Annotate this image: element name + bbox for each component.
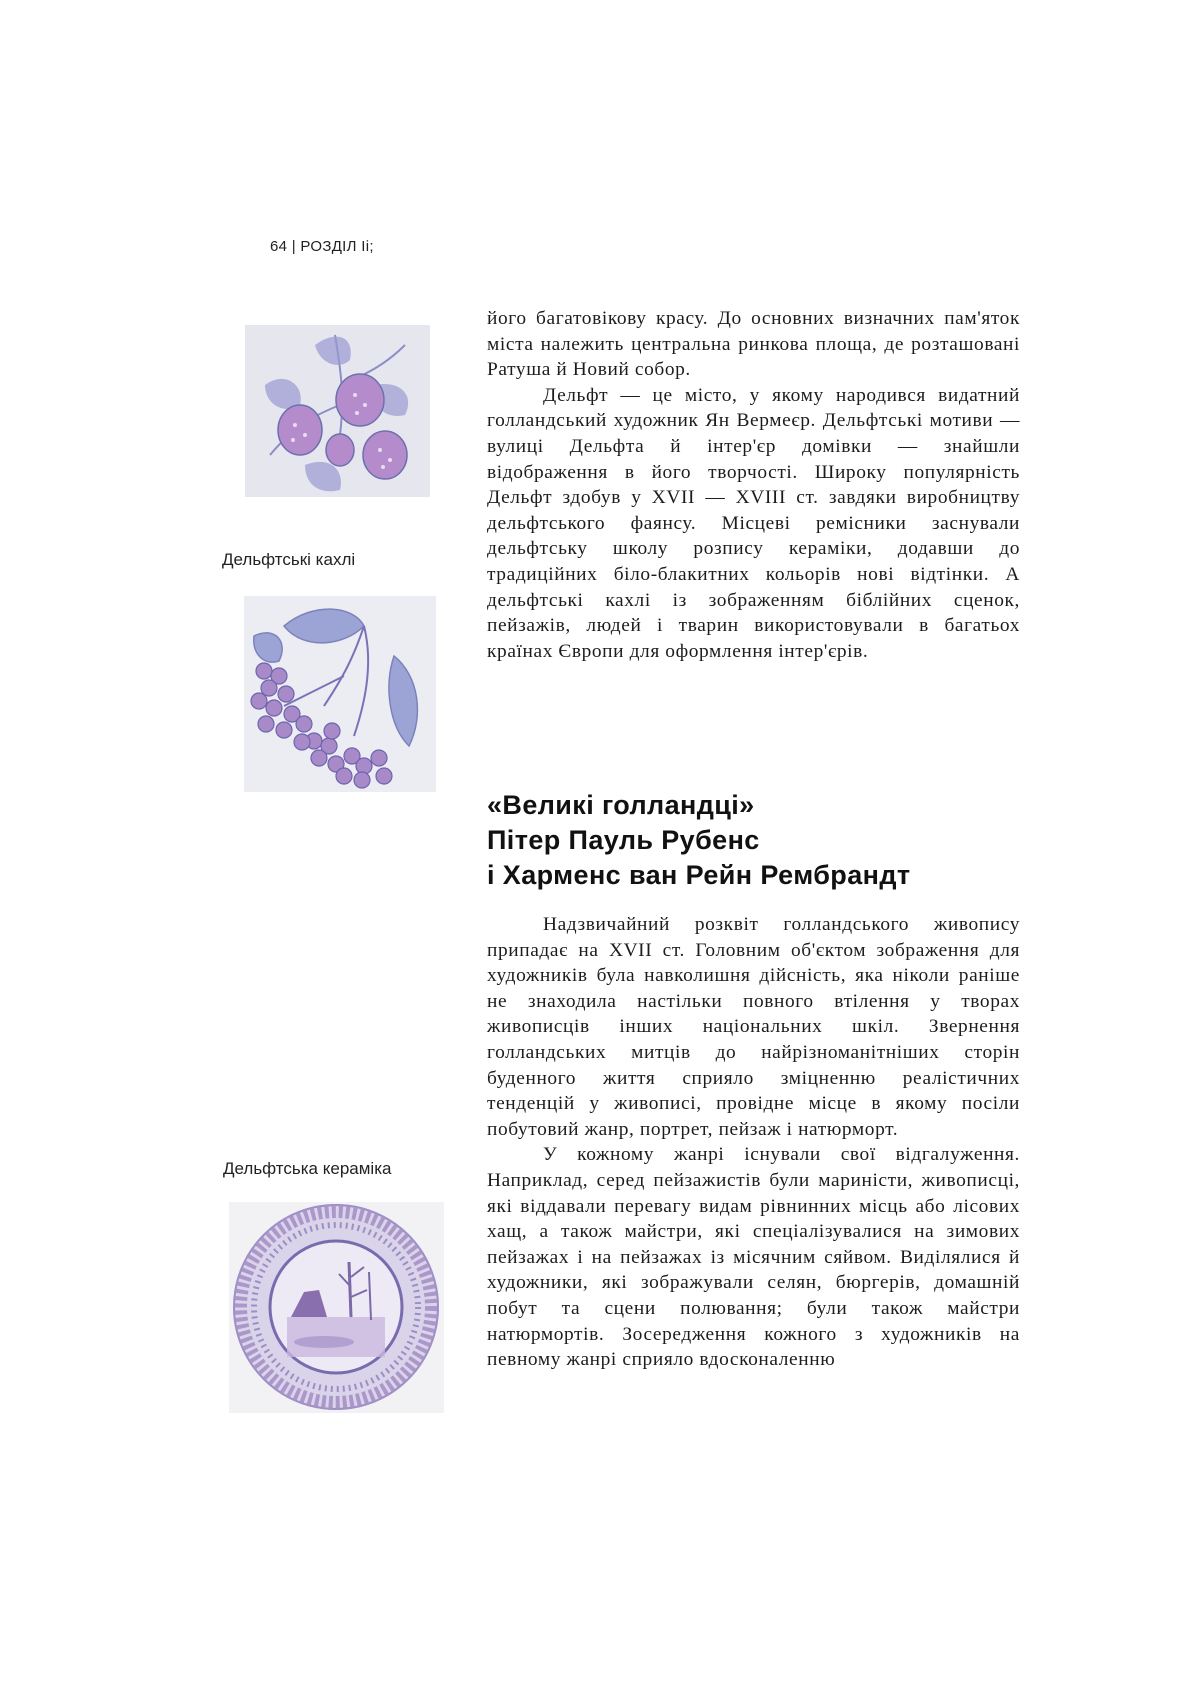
body-text: [487, 912, 1020, 1373]
body-paragraph: У кожному жанрі існували свої відгалуження. Наприклад, серед пейзажистів були мариністи, живописці, які віддавали перевагу видам рівнинних місць або лісових хащ, а також майстри, які спеціалізувалися на зимових пейзажах і на пейзажах із місячним сяйвом. Виділялися й художники, які зображували селян, бюргерів, домашній побут та сцени полювання; були також майстри натюрмортів. Зосередження кожного з художників на певному жанрі сприяло вдосконаленню: [487, 1144, 1020, 1371]
delft-tile-berries-image: [244, 596, 436, 792]
heading-line: Пітер Пауль Рубенс: [487, 825, 760, 855]
delft-tile-strawberry-image: [245, 325, 430, 497]
intro-paragraph: його багатовікову красу. До основних визначних пам'яток міста належить центральна ринкова площа, де розташовані Ратуша й Новий собор.: [487, 308, 1020, 381]
caption-delft-tiles: Дельфтські кахлі: [222, 550, 356, 569]
section-heading: [487, 788, 1047, 893]
caption-delft-ceramics: Дельфтська кераміка: [223, 1159, 392, 1178]
intro-paragraph: Дельфт — це місто, у якому народився видатний голландський художник Ян Вермеєр. Дельфтські мотиви — вулиці Дельфта й інтер'єр домівки — знайшли відображення в його творчості. Широку популярність Дельфт здобув у XVII — XVIII ст. завдяки виробництву дельфтського фаянсу. Місцеві ремісники заснували дельфтську школу розпису кераміки, додавши до традиційних біло-блакитних кольорів нові відтінки. А дельфтські кахлі із зображенням біблійних сценок, пейзажів, людей і тварин використовували в багатьох країнах Європи для оформлення інтер'єрів.: [487, 384, 1020, 662]
delft-plate-image: [229, 1202, 444, 1413]
rowan-berries-illustration: [244, 596, 436, 792]
delft-plate-illustration: [229, 1202, 444, 1413]
heading-line: і Харменс ван Рейн Рембрандт: [487, 860, 911, 890]
heading-line: «Великі голландці»: [487, 790, 755, 820]
body-paragraph: Надзвичайний розквіт голландського живопису припадає на XVII ст. Головним об'єктом зображення для художників була навколишня дійсність, яка ніколи раніше не знаходила настільки повного втілення у творах живописців інших національних шкіл. Звернення голландських митців до найрізноманітніших сторін буденного життя сприяло зміцненню реалістичних тенденцій у живописі, провідне місце в якому посіли побутовий жанр, портрет, пейзаж і натюрморт.: [487, 914, 1020, 1140]
intro-text: [487, 306, 1020, 664]
strawberry-illustration: [245, 325, 430, 497]
running-head: 64 | РОЗДІЛ Іі;: [270, 238, 374, 255]
